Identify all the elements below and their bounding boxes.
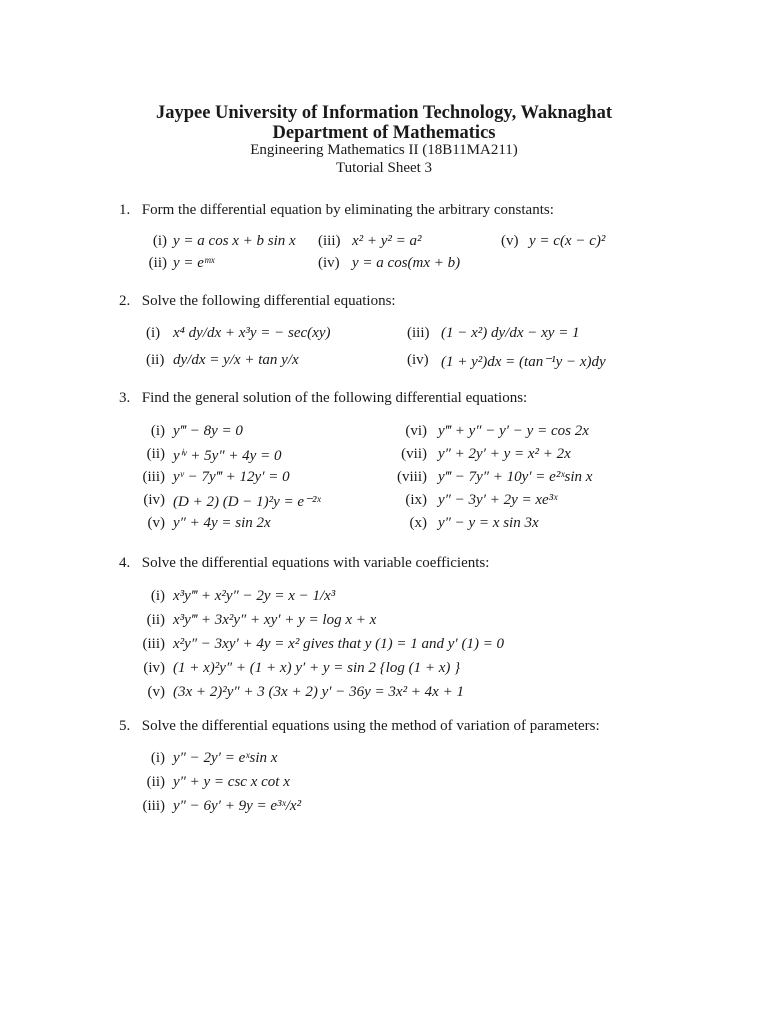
q1-item-i: (i) y = a cos x + b sin x <box>152 233 296 249</box>
q3-item-vii: (vii) y″ + 2y′ + y = x² + 2x <box>401 446 571 462</box>
sheet-title: Tutorial Sheet 3 <box>335 160 433 176</box>
department-title: Department of Mathematics <box>272 123 496 143</box>
question-text: Form the differential equation by eliminating the arbitrary constants: <box>141 202 554 218</box>
q3-item-iv: (iv) (D + 2) (D − 1)²y = e⁻²ˣ <box>143 492 321 510</box>
question-5 <box>119 718 600 735</box>
q4-item-ii: (ii) x³y‴ + 3x²y″ + xy′ + y = log x + x <box>146 612 377 628</box>
q4-item-iv: (iv) (1 + x)²y″ + (1 + x) y′ + y = sin 2 {log (1 + x) } <box>143 660 461 676</box>
q1-item-iii: (iii) x² + y² = a² <box>318 233 422 249</box>
q2-item-iv: (iv) (1 + y²)dx = (tan⁻¹y − x)dy <box>407 352 606 370</box>
question-text: Solve the differential equations with variable coefficients: <box>141 555 490 571</box>
q3-item-ii: (ii) yⁱᵛ + 5y″ + 4y = 0 <box>146 446 282 464</box>
question-number: 2. <box>119 293 131 309</box>
q2-item-iii: (iii) (1 − x²) dy/dx − xy = 1 <box>407 325 580 341</box>
q1-item-ii: (ii) y = eᵐˣ <box>148 255 215 271</box>
q3-item-i: (i) y‴ − 8y = 0 <box>150 423 243 439</box>
q3-item-vi: (vi) y‴ + y″ − y′ − y = cos 2x <box>405 423 589 439</box>
question-3 <box>119 390 527 407</box>
question-4 <box>119 555 489 572</box>
q4-item-i: (i) x³y‴ + x²y″ − 2y = x − 1/x³ <box>150 588 336 604</box>
q4-item-iii: (iii) x²y″ − 3xy′ + 4y = x² gives that y (1) = 1 and y′ (1) = 0 <box>142 636 505 652</box>
q5-item-i: (i) y″ − 2y′ = eˣsin x <box>150 750 278 766</box>
course-title: Engineering Mathematics II (18B11MA211) <box>250 142 518 158</box>
question-2 <box>119 293 396 310</box>
question-number: 3. <box>119 390 131 406</box>
q2-item-ii: (ii) dy/dx = y/x + tan y/x <box>146 352 299 368</box>
q3-item-iii: (iii) yᵛ − 7y‴ + 12y′ = 0 <box>142 469 290 485</box>
university-title: Jaypee University of Information Technology, Waknaghat <box>155 103 613 123</box>
question-text: Solve the differential equations using the method of variation of parameters: <box>141 718 600 734</box>
question-number: 4. <box>119 555 131 571</box>
question-text: Solve the following differential equations: <box>141 293 396 309</box>
question-number: 5. <box>119 718 131 734</box>
q3-item-v: (v) y″ + 4y = sin 2x <box>147 515 271 531</box>
q1-item-v: (v) y = c(x − c)² <box>501 233 606 249</box>
q5-item-iii: (iii) y″ − 6y′ + 9y = e³ˣ/x² <box>142 798 302 814</box>
q1-item-iv: (iv) y = a cos(mx + b) <box>318 255 461 271</box>
q4-item-v: (v) (3x + 2)²y″ + 3 (3x + 2) y′ − 36y = 3x² + 4x + 1 <box>147 684 464 700</box>
q5-item-ii: (ii) y″ + y = csc x cot x <box>146 774 290 790</box>
q3-item-viii: (viii) y‴ − 7y″ + 10y′ = e²ˣsin x <box>397 469 593 485</box>
q3-item-ix: (ix) y″ − 3y′ + 2y = xe³ˣ <box>405 492 558 508</box>
q3-item-x: (x) y″ − y = x sin 3x <box>409 515 539 531</box>
question-1 <box>119 202 554 219</box>
question-text: Find the general solution of the following differential equations: <box>141 390 528 406</box>
q2-item-i: (i) x⁴ dy/dx + x³y = − sec(xy) <box>146 325 331 341</box>
question-number: 1. <box>119 202 131 218</box>
